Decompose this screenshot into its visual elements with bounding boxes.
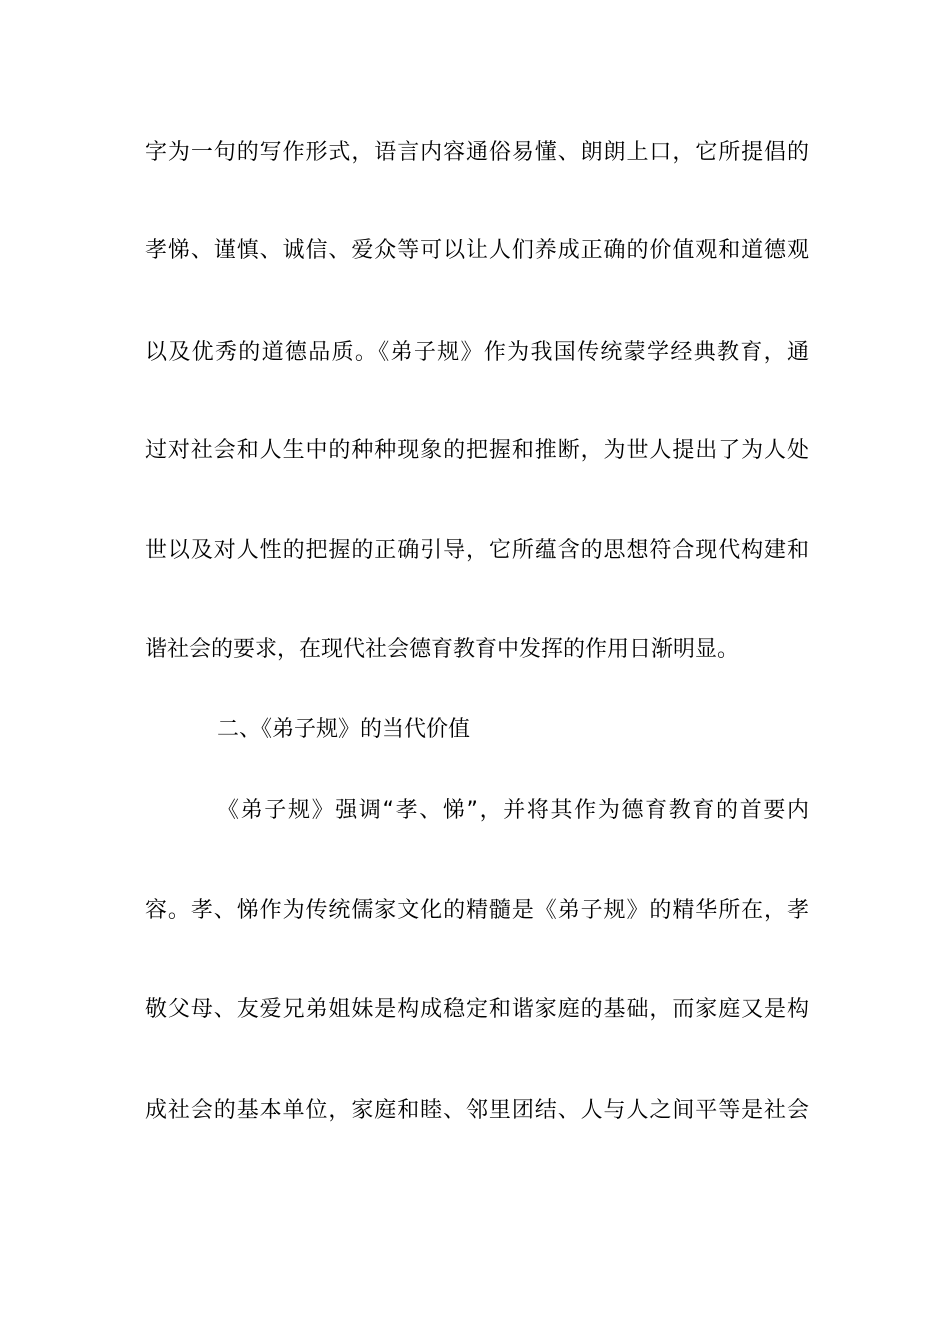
body-text-line: 容。孝、悌作为传统儒家文化的精髓是《弟子规》的精华所在，孝 [145,898,809,923]
body-text-line: 敬父母、友爱兄弟姐妹是构成稳定和谐家庭的基础，而家庭又是构 [145,997,809,1022]
body-text-line: 谐社会的要求，在现代社会德育教育中发挥的作用日渐明显。 [145,637,740,662]
body-text-line: 世以及对人性的把握的正确引导，它所蕴含的思想符合现代构建和 [145,538,809,563]
body-text-line: 字为一句的写作形式，语言内容通俗易懂、朗朗上口，它所提倡的 [145,140,809,165]
body-text-line: 孝悌、谨慎、诚信、爱众等可以让人们养成正确的价值观和道德观 [145,238,809,263]
body-text-line: 以及优秀的道德品质。《弟子规》作为我国传统蒙学经典教育，通 [145,340,809,365]
body-text-line: 成社会的基本单位，家庭和睦、邻里团结、人与人之间平等是社会 [145,1098,809,1123]
section-heading: 二、《弟子规》的当代价值 [217,717,471,742]
body-text-line: 过对社会和人生中的种种现象的把握和推断，为世人提出了为人处 [145,438,809,463]
body-text-line: 《弟子规》强调“孝、悌”，并将其作为德育教育的首要内 [217,798,809,823]
